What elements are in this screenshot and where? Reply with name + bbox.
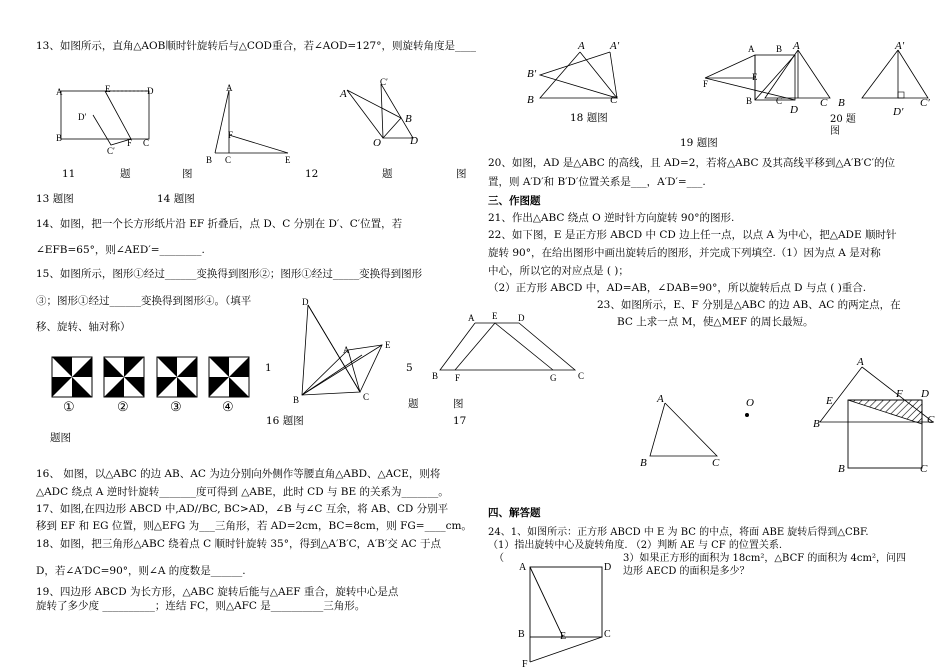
fig16-label-b: B — [293, 395, 300, 405]
fig11-label-dp: D′ — [78, 112, 87, 122]
fig11-label-d: D — [147, 86, 154, 96]
q17-line1: 17、如图,在四边形 ABCD 中,AD//BC, BC>AD，∠B 与∠C 互余，将 AB、CD 分别平 — [36, 503, 449, 515]
fig23-label-f: F — [896, 388, 903, 400]
q15-line2: ③；图形①经过______变换得到图形④。（填平 — [36, 295, 252, 307]
fig23-label-a: A — [857, 356, 864, 368]
q15-line3: 移、旋转、轴对称） — [36, 321, 131, 333]
q15-line1: 15、如图所示，图形①经过______变换得到图形②；图形①经过_____变换得到图形 — [36, 268, 423, 280]
caption-19: 19 题图 — [680, 137, 718, 149]
circled-1: ① — [63, 400, 75, 415]
fig12-label-b: B — [206, 155, 213, 165]
fig21-label-a: A — [657, 393, 664, 405]
q18-line1: 18、如图，把三角形△ABC 绕着点 C 顺时针旋转 35°，得到△A′B′C，A′B′交 AC 于点 — [36, 538, 441, 550]
fig21-label-c: C — [712, 457, 720, 469]
fig17-num: 5 — [406, 362, 413, 374]
fig19-label-b: B — [746, 96, 753, 106]
q17-line2: 移到 EF 和 EG 位置，则△EFG 为___三角形，若 AD=2cm，BC=8cm，则 FG=____cm。 — [36, 520, 472, 532]
q20-line1: 20、如图，AD 是△ABC 的高线，且 AD=2，若将△ABC 及其高线平移到△A′B′C′的位 — [488, 157, 895, 169]
q22-line1: 22、如下图，E 是正方形 ABCD 中 CD 边上任一点，以点 A 为中心，把△ADE 顺时针 — [488, 229, 897, 241]
fig23-label-d: D — [921, 388, 929, 400]
fig17-label-b: B — [432, 371, 439, 381]
fig-21-triangle — [645, 398, 725, 460]
fig23-label-b2: B — [838, 463, 845, 475]
fig20-label-bp: B — [838, 97, 845, 109]
q14-line2: ∠EFB=65°，则∠AED′=________. — [36, 244, 205, 256]
fig-12-triangles — [210, 85, 300, 160]
fig19-label-c: C — [776, 96, 783, 106]
circled-3: ③ — [170, 400, 182, 415]
circled-2: ② — [117, 400, 129, 415]
fig17-ti: 题 — [408, 398, 419, 410]
q13-line1: 13、如图所示，直角△AOB顺时针旋转后与△COD重合，若∠AOD=127°，则旋转角度是____ — [36, 40, 476, 52]
fig20-label-a: A — [793, 40, 800, 52]
fig17-label-d: D — [518, 313, 525, 323]
fig13-label-o: O — [373, 137, 381, 149]
fig12-label-a: A — [226, 83, 233, 93]
fig19-label-f: F — [703, 79, 709, 89]
fig18-label-ap: A′ — [610, 40, 620, 52]
q20-line2: 置，则 A′D′和 B′D′位置关系是___，A′D′=___. — [488, 176, 706, 188]
fig20-label-dp: D′ — [893, 106, 904, 118]
pinwheel-2 — [104, 357, 144, 397]
caption-15: 题图 — [50, 432, 71, 444]
fig13-label-cp: C′ — [380, 77, 388, 87]
fig17-label-a: A — [468, 313, 475, 323]
fig13-label-a: A — [340, 88, 347, 100]
fig19-label-e: E — [752, 72, 758, 82]
fig16-num: 1 — [265, 362, 272, 374]
caption-20: 20 题图 — [830, 114, 856, 137]
point-o — [745, 413, 749, 417]
fig24-label-f: F — [522, 659, 528, 670]
fig-24-square — [525, 562, 605, 667]
fig18-label-c: C — [610, 94, 618, 106]
q22-line2: 旋转 90°，在给出图形中画出旋转后的图形，并完成下列填空.（1）因为点 A 是对称 — [488, 247, 881, 259]
caption-14: 14 题图 — [157, 193, 195, 205]
q14-line1: 14、如图，把一个长方形纸片沿 EF 折叠后，点 D、C 分别在 D′、C′位置，若 — [36, 218, 403, 230]
q22-line4: （2）正方形 ABCD 中，AD=AB，∠DAB=90°，所以旋转后点 D 与点 ( )重合. — [488, 282, 867, 294]
fig11-label-b: B — [56, 133, 63, 143]
fig18-label-a: A — [578, 40, 585, 52]
fig16-label-d: D — [302, 297, 309, 307]
q24-line2: （1）指出旋转中心及旋转角度. （2）判断 AE 与 CF 的位置关系. — [488, 540, 783, 551]
pinwheel-1 — [52, 357, 92, 397]
caption-18: 18 题图 — [570, 112, 608, 124]
fig20-label-c: C — [820, 97, 828, 109]
fig17-label-c: C — [578, 371, 585, 381]
fig16-label-a: A — [343, 345, 350, 355]
fig17-label-g: G — [550, 373, 557, 383]
fig18-label-bp: B′ — [527, 68, 537, 80]
fig24-label-a: A — [519, 562, 527, 573]
fig12-label-e: E — [285, 155, 291, 165]
pinwheel-3 — [157, 357, 197, 397]
fig24-label-b: B — [518, 629, 525, 640]
fig11-label-e: E — [105, 84, 111, 94]
fig11-label-cp: C′ — [107, 146, 115, 156]
fig12-caption-num: 12 — [305, 168, 319, 180]
fig11-caption-ti: 题 — [120, 168, 131, 180]
q16-line2: △ADC 绕点 A 逆时针旋转_______度可得到 △ABE，此时 CD 与 BE 的关系为_______。 — [36, 486, 449, 498]
fig13-label-d: D — [410, 135, 418, 147]
fig24-label-d: D — [604, 562, 612, 573]
fig17-tu: 图 — [453, 398, 464, 410]
fig21-label-o: O — [746, 397, 754, 409]
fig12-label-f: F — [228, 130, 234, 140]
fig-11-rectangle — [55, 85, 155, 145]
q24-line4: 边形 AECD 的面积是多少？ — [623, 566, 750, 577]
fig18-label-b: B — [527, 94, 534, 106]
fig17-label-e: E — [492, 311, 498, 321]
fig12-caption-tu: 图 — [456, 168, 467, 180]
caption-16: 16 题图 — [266, 415, 304, 427]
fig21-label-b: B — [640, 457, 647, 469]
section-4-heading: 四、解答题 — [488, 507, 541, 519]
fig23-label-b: B — [813, 418, 820, 430]
fig23-label-c: C — [927, 414, 935, 426]
q24-paren: （ — [494, 553, 504, 564]
q22-line3: 中心，所以它的对应点是 ( )； — [488, 265, 629, 277]
circled-4: ④ — [222, 400, 234, 415]
caption-13: 13 题图 — [36, 193, 74, 205]
q18-line2: D，若∠A′DC=90°，则∠A 的度数是______. — [36, 565, 246, 577]
q24-line1: 24、1、如图所示：正方形 ABCD 中 E 为 BC 的中点，将面 ABE 旋转后得到△CBF. — [488, 527, 869, 538]
section-3-heading: 三、作图题 — [488, 195, 541, 207]
q21: 21、作出△ABC 绕点 O 逆时针方向旋转 90°的图形. — [488, 212, 735, 224]
pinwheel-4 — [209, 357, 249, 397]
fig24-label-e: E — [560, 631, 567, 642]
fig16-label-e: E — [385, 340, 391, 350]
q16-line1: 16、 如图，以△ABC 的边 AB、AC 为边分别向外侧作等腰直角△ABD、△ACE，则将 — [36, 468, 441, 480]
fig17-caption-num: 17 — [453, 415, 467, 427]
fig24-label-c: C — [604, 629, 611, 640]
q24-line3: 3）如果正方形的面积为 18cm²，△BCF 的面积为 4cm²，问四 — [623, 553, 906, 564]
q23-line1: 23、如图所示，E、F 分别是△ABC 的边 AB、AC 的两定点，在 — [597, 299, 901, 311]
fig20-label-d: D — [790, 104, 798, 116]
fig11-label-a: A — [56, 87, 63, 97]
fig-17-trapezoid — [435, 318, 585, 378]
fig23-label-e: E — [826, 395, 833, 407]
fig20-label-cp: C′ — [920, 97, 930, 109]
fig23-label-c2: C — [920, 463, 928, 475]
fig11-caption-num: 11 — [62, 168, 76, 180]
fig16-label-c: C — [363, 392, 370, 402]
fig11-caption-tu: 图 — [182, 168, 193, 180]
q19-line1: 19、四边形 ABCD 为长方形，△ABC 旋转后能与△AEF 重合，旋转中心是点 — [36, 586, 399, 598]
q19-line2: 旋转了多少度 __________；连结 FC，则△AFC 是__________三角形。 — [36, 600, 366, 612]
fig19-label-a: A — [748, 44, 755, 54]
fig17-label-f: F — [455, 373, 461, 383]
fig20-label-ap: A′ — [895, 40, 905, 52]
fig11-label-f: F — [127, 138, 133, 148]
fig13-label-b: B — [405, 113, 412, 125]
fig19-label-b2: B — [776, 44, 783, 54]
fig12-label-c: C — [225, 155, 232, 165]
fig11-label-c: C — [143, 138, 150, 148]
q23-line2: BC 上求一点 M，使△MEF 的周长最短。 — [617, 316, 814, 328]
fig12-caption-ti: 题 — [382, 168, 393, 180]
